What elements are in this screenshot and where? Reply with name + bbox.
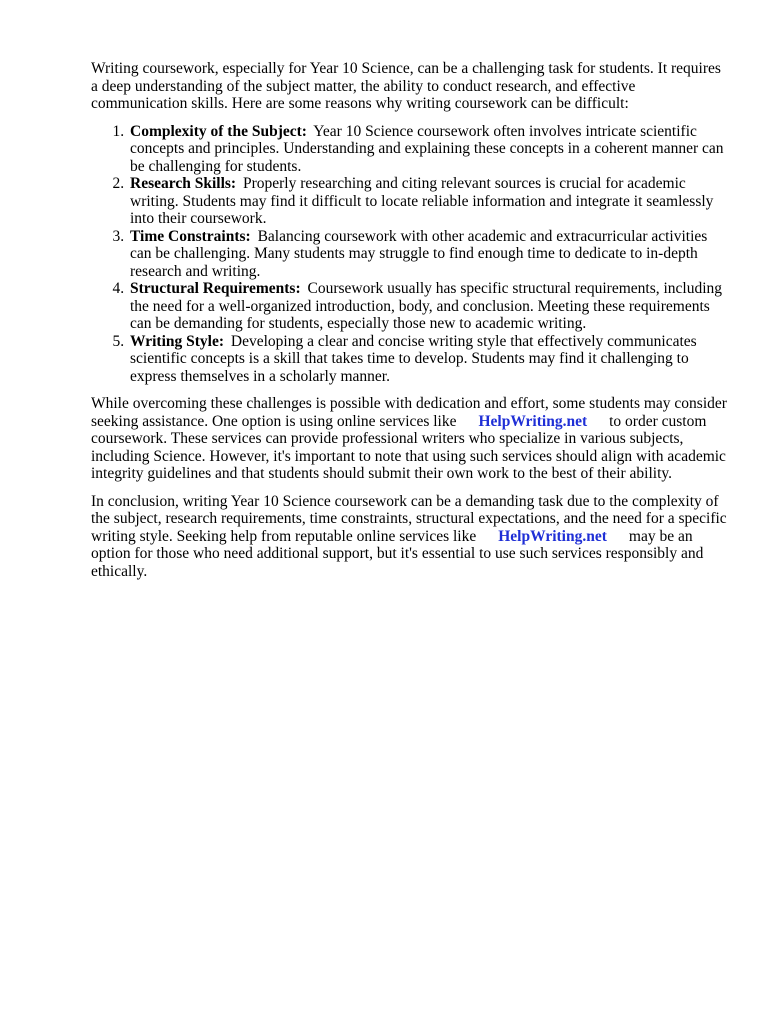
list-item-term: Research Skills: [130,175,237,192]
intro-paragraph: Writing coursework, especially for Year 10 Science, can be a challenging task for students. It requires a deep understanding of the subject matter, the ability to conduct research, and effective communication skills. Here are some reasons why writing coursework can be difficult: [91,60,721,112]
helpwriting-link[interactable]: HelpWriting.net [498,527,607,545]
document-body [91,60,731,590]
list-item-text: Coursework usually has specific structural requirements, including the need for a well-organized introduction, body, and conclusion. Meeting these requirements can be demanding for students, especially those new to academic writing. [130,280,723,332]
list-item-term: Writing Style: [130,332,224,350]
list-item-term: Complexity of the Subject: [130,122,307,140]
list-item [128,123,731,176]
list-item [128,280,731,333]
list-item-term: Time Constraints: [130,227,251,245]
assistance-paragraph [91,395,731,483]
conclusion-paragraph [91,493,731,581]
conclusion-text-before: In conclusion, writing Year 10 Science coursework can be a demanding task due to the complexity of the subject, research requirements, time constraints, structural expectations, and the need for a specific writing style. Seeking help from reputable online services like [91,492,727,545]
list-item-text: Properly researching and citing relevant sources is crucial for academic writing. Students may find it difficult to locate reliable information and integrate it seamlessly into their coursework. [130,175,714,227]
list-item [128,175,731,228]
reasons-list [91,123,731,386]
list-item-term: Structural Requirements: [130,280,301,297]
assistance-text-after: to order custom coursework. These services can provide professional writers who specialize in various subjects, including Science. However, it's important to note that using such services should align with academic integrity guidelines and that students should submit their own work to the best of their ability. [91,412,726,482]
assistance-text-before: While overcoming these challenges is possible with dedication and effort, some students may consider seeking assistance. One option is using online services like [91,395,727,430]
list-item-text: Balancing coursework with other academic and extracurricular activities can be challenging. Many students may struggle to find enough time to dedicate to in-depth research and writing. [130,227,708,280]
list-item [128,333,731,386]
list-item [128,228,731,281]
conclusion-text-after: may be an option for those who need additional support, but it's essential to use such services responsibly and ethically. [91,527,704,580]
list-item-text: Year 10 Science coursework often involves intricate scientific concepts and principles. Understanding and explaining these concepts in a coherent manner can be challenging for students. [130,122,724,175]
list-item-text: Developing a clear and concise writing style that effectively communicates scientific concepts is a skill that takes time to develop. Students may find it challenging to express themselves in a scholarly manner. [130,332,697,385]
helpwriting-link[interactable]: HelpWriting.net [478,412,588,430]
